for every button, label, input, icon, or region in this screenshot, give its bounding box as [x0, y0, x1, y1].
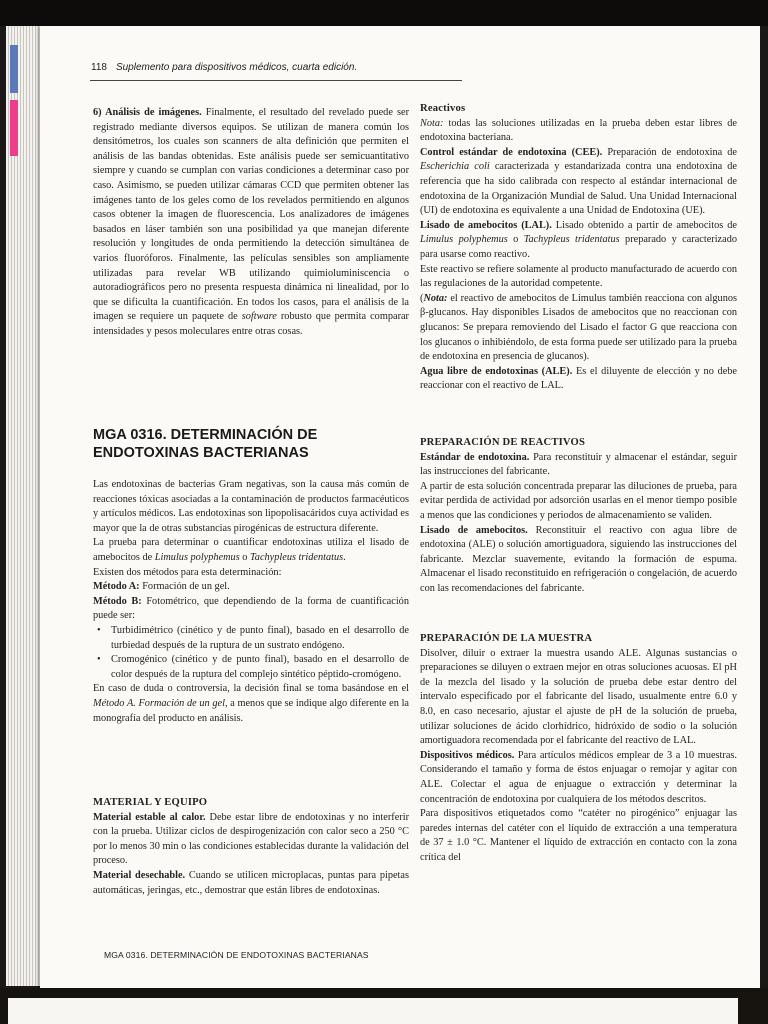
method-b-label: Método B: [93, 595, 142, 607]
lal-text-2: preparado y caracterizado para usarse como reactivo. [420, 234, 737, 260]
section-material [93, 796, 409, 898]
method-a [93, 580, 409, 595]
ale-label: Agua libre de endotoxinas (ALE). [420, 365, 573, 377]
section-reactivos [420, 102, 737, 394]
note-label: Nota: [420, 117, 444, 129]
mga-p2-or: o [239, 551, 251, 563]
mga-title-line2: ENDOTOXINAS BACTERIANAS [93, 445, 309, 461]
header-rule [90, 80, 462, 81]
software-term: software [241, 311, 277, 323]
lal-note-label: Nota: [423, 292, 448, 304]
image-analysis-text-end: robusto que permita comparar intensidades y pesos moleculares entre otras cosas. [93, 311, 409, 337]
section-prep-muestra [420, 632, 737, 866]
std-label: Estándar de endotoxina. [420, 451, 530, 463]
page-footer: MGA 0316. DETERMINACIÓN DE ENDOTOXINAS BACTERIANAS [104, 950, 369, 960]
cee-label: Control estándar de endotoxina (CEE). [420, 146, 603, 158]
dispositivos-paragraph [420, 749, 737, 807]
dispositivos-label: Dispositivos médicos. [420, 749, 515, 761]
mga-intro: Las endotoxinas de bacterias Gram negativas, son la causa más común de reacciones tóxicas asociadas a la contaminación de productos farmacéuticos y artículos médicos. Las endotoxinas son lipopolisacáridos cuya actividad es mayor que la de otras substancias pirogénicas de estructura diferente. [93, 479, 409, 534]
scan-dark-top-edge [0, 0, 768, 26]
species-limulus: Limulus polyphemus [154, 551, 240, 563]
paragraph-image-analysis [93, 106, 409, 340]
prep-reactivos-heading: PREPARACIÓN DE REACTIVOS [420, 437, 586, 448]
list-item-chromogenic: • Cromogénico (cinético y de punto final), basado en el desarrollo de color después de la ruptura del complejo sintético péptido-cromógeno. [111, 653, 409, 682]
document-page [40, 26, 760, 988]
lal-paragraph [420, 219, 737, 263]
lal-label: Lisado de amebocitos (LAL). [420, 219, 552, 231]
section-prep-reactivos [420, 436, 737, 597]
material-item-2 [93, 869, 409, 898]
material-item-2-label: Material desechable. [93, 869, 186, 881]
mga-title-block [93, 426, 409, 462]
std-paragraph [420, 451, 737, 480]
mga-paragraph-4 [93, 682, 409, 726]
lisado-label: Lisado de amebocitos. [420, 524, 528, 536]
method-a-reference: Método A. Formación de un gel [93, 697, 225, 709]
cee-paragraph [420, 146, 737, 219]
dispositivos-text: Para artículos médicos emplear de 3 a 10 muestras. Considerando el tamaño y forma de éstos enjuagar o remojar y agitar con ALE. Colectar el agua de enjuague o extracción y determinar la concentración de endotoxina por cualquiera de los métodos descritos. [420, 749, 737, 805]
lal-species-limulus: Limulus polyphemus [420, 234, 508, 246]
running-head [91, 62, 357, 73]
mga-p4-end: , a menos que se indique algo diferente en la monografía del producto en análisis. [93, 697, 409, 724]
list-item-turbidimetric: • Turbidimétrico (cinético y de punto final), basado en el desarrollo de turbiedad después de la ruptura de un sustrato endógeno. [111, 624, 409, 653]
mga-p4-start: En caso de duda o controversia, la decisión final se toma basándose en el [93, 683, 409, 695]
muestra-paragraph-3: Para dispositivos etiquetados como “catéter no pirogénico” enjuagar las paredes internas del catéter con el líquido de extracción a una temperatura de 37 ± 1.0 °C. Mantener el líquido de extracción en contacto con la zona crítica del [420, 808, 737, 863]
material-heading: MATERIAL Y EQUIPO [93, 797, 208, 808]
method-b-text: Fotométrico, que dependiendo de la forma de cuantificación puede ser: [93, 595, 409, 622]
mga-p2-start: La prueba para determinar o cuantificar endotoxinas utiliza el lisado de amebocitos de [93, 537, 409, 563]
mga-title-line1: MGA 0316. DETERMINACIÓN DE [93, 427, 318, 443]
prep-muestra-heading: PREPARACIÓN DE LA MUESTRA [420, 633, 593, 644]
lal-species-tachypleus: Tachypleus tridentatus [523, 234, 620, 246]
cee-text-2: caracterizada y estandarizada contra una endotoxina de referencia que ha sido calibrada con respecto al estándar internacional de endotoxina de la Organización Mundial de Salud. Una Unidad Internacional (UI) de endotoxina es equivalente a una Unidad de Endotoxina (UE). [420, 161, 737, 217]
lal-note [420, 292, 737, 365]
mga-p2-end: . [343, 551, 346, 563]
species-ecoli: Escherichia coli [420, 161, 490, 173]
next-page-edge [8, 998, 738, 1024]
image-analysis-text: Finalmente, el resultado del revelado puede ser registrado mediante diversos equipos. Se utilizan de manera común los densitómetros, los cuales son scanners de alta definición que permiten el análisis de las bandas obtenidas. Este análisis puede ser semicuantitativo siempre y cuando se cumplan con varias condiciones a determinar caso por caso. Asimismo, se pueden utilizar cámaras CCD que permiten obtener las imágenes tanto de los geles como de los revelados permitiendo en algunos casos obtener la imagen de fluorescencia. Los analizadores de imágenes basados en láser también son una posibilidad ya que manejan diferente resolución y longitudes de onda permitiendo la detección simultánea de varios fluoróforos. Finalmente, las películas sensibles son ampliamente utilizadas para revelar WB utilizando quimioluminiscencia o autoradiográficos pero no presenta respuesta dinámica ni linealidad, por lo que se dificulta la cuantificación. En todos los casos, para el análisis de la imagen se requiere un paquete de [93, 107, 409, 323]
ale-paragraph [420, 365, 737, 394]
material-item-1-label: Material estable al calor. [93, 811, 206, 823]
muestra-paragraph-1: Disolver, diluir o extraer la muestra usando ALE. Algunas sustancias o preparaciones se diluyen o extraen mejor en otras soluciones acuosas. El pH de la mezcla del lisado y la solución de prueba debe estar dentro del intervalo especificado por el fabricante del lisado, usualmente entre 6.0 y 8.0, en caso necesario, ajustar el ajuste de pH de la solución de prueba, utilizar soluciones de ácido clorhídrico, hidróxido de sodio o la solución amortiguadora recomendada por el fabricante del reactivo de LAL. [420, 647, 737, 747]
lal-or: o [507, 234, 524, 246]
book-page-edges [6, 26, 40, 986]
material-item-1 [93, 811, 409, 869]
lal-note-text: el reactivo de amebocitos de Limulus también reacciona con algunos β-glucanos. Hay disponibles Lisados de amebocitos que no reaccionan con glucanos: Se prepara removiendo del Lisado el factor G que reacciona con los glucanos o inhibiéndolo, de esta forma puede ser utilizado para la prueba de endotoxina en presencia de glucanos). [420, 292, 737, 363]
lisado-text: Reconstituir el reactivo con agua libre de endotoxina (ALE) o solución amortiguadora, siguiendo las instrucciones del fabricante. Mezclar suavemente, evitando la formación de espuma. Almacenar el lisado reconstituido en refrigeración o congelación, de acuerdo con las recomendaciones del fabricante. [420, 524, 738, 594]
lal-note-open: ( [420, 292, 424, 304]
mga-paragraph-2 [93, 536, 409, 565]
mga-paragraph-3: Existen dos métodos para esta determinación: [93, 566, 282, 578]
method-b [93, 595, 409, 624]
note-text: todas las soluciones utilizadas en la prueba deben estar libres de endotoxina bacteriana. [420, 117, 737, 144]
method-a-label: Método A: [93, 581, 140, 593]
section-image-analysis [93, 106, 409, 340]
page-number: 118 [91, 62, 107, 73]
std-text: Para reconstituir y almacenar el estándar, seguir las instrucciones del fabricante. [420, 451, 738, 478]
species-tachypleus: Tachypleus tridentatus [250, 551, 344, 563]
method-b-list [93, 624, 409, 682]
running-head-title: Suplemento para dispositivos médicos, cuarta edición. [115, 62, 358, 73]
section-mga-intro [93, 478, 409, 726]
ale-text: Es el diluyente de elección y no debe reaccionar con el reactivo de LAL. [420, 365, 738, 392]
blue-page-tab [10, 45, 18, 93]
reactivos-note [420, 117, 737, 146]
lal-text-1: Lisado obtenido a partir de amebocitos de [551, 219, 737, 231]
pink-page-tab [10, 100, 18, 156]
cee-text-1: Preparación de endotoxina de [602, 146, 737, 158]
material-item-2-text: Cuando se utilicen microplacas, puntas para pipetas automáticas, jeringas, etc., demostrar que están libres de endotoxinas. [93, 869, 409, 896]
lisado-paragraph [420, 524, 737, 597]
std-paragraph-2: A partir de esta solución concentrada preparar las diluciones de prueba, para evitar perdida de actividad por adsorción usarlas en el menor tiempo posible a menos que las condiciones y periodos de almacenamiento se validen. [420, 480, 737, 521]
lal-paragraph-2: Este reactivo se refiere solamente al producto manufacturado de acuerdo con las regulaciones de la autoridad competente. [420, 263, 737, 290]
method-a-text: Formación de un gel. [139, 581, 230, 593]
reactivos-heading: Reactivos [420, 103, 466, 114]
image-analysis-heading: 6) Análisis de imágenes. [93, 107, 202, 118]
material-item-1-text: Debe estar libre de endotoxinas y no interferir con la prueba. Utilizar ciclos de despirogenización con calor seco a 250 °C por lo menos 30 min o las condiciones establecidas durante la validación del proceso. [93, 811, 409, 867]
